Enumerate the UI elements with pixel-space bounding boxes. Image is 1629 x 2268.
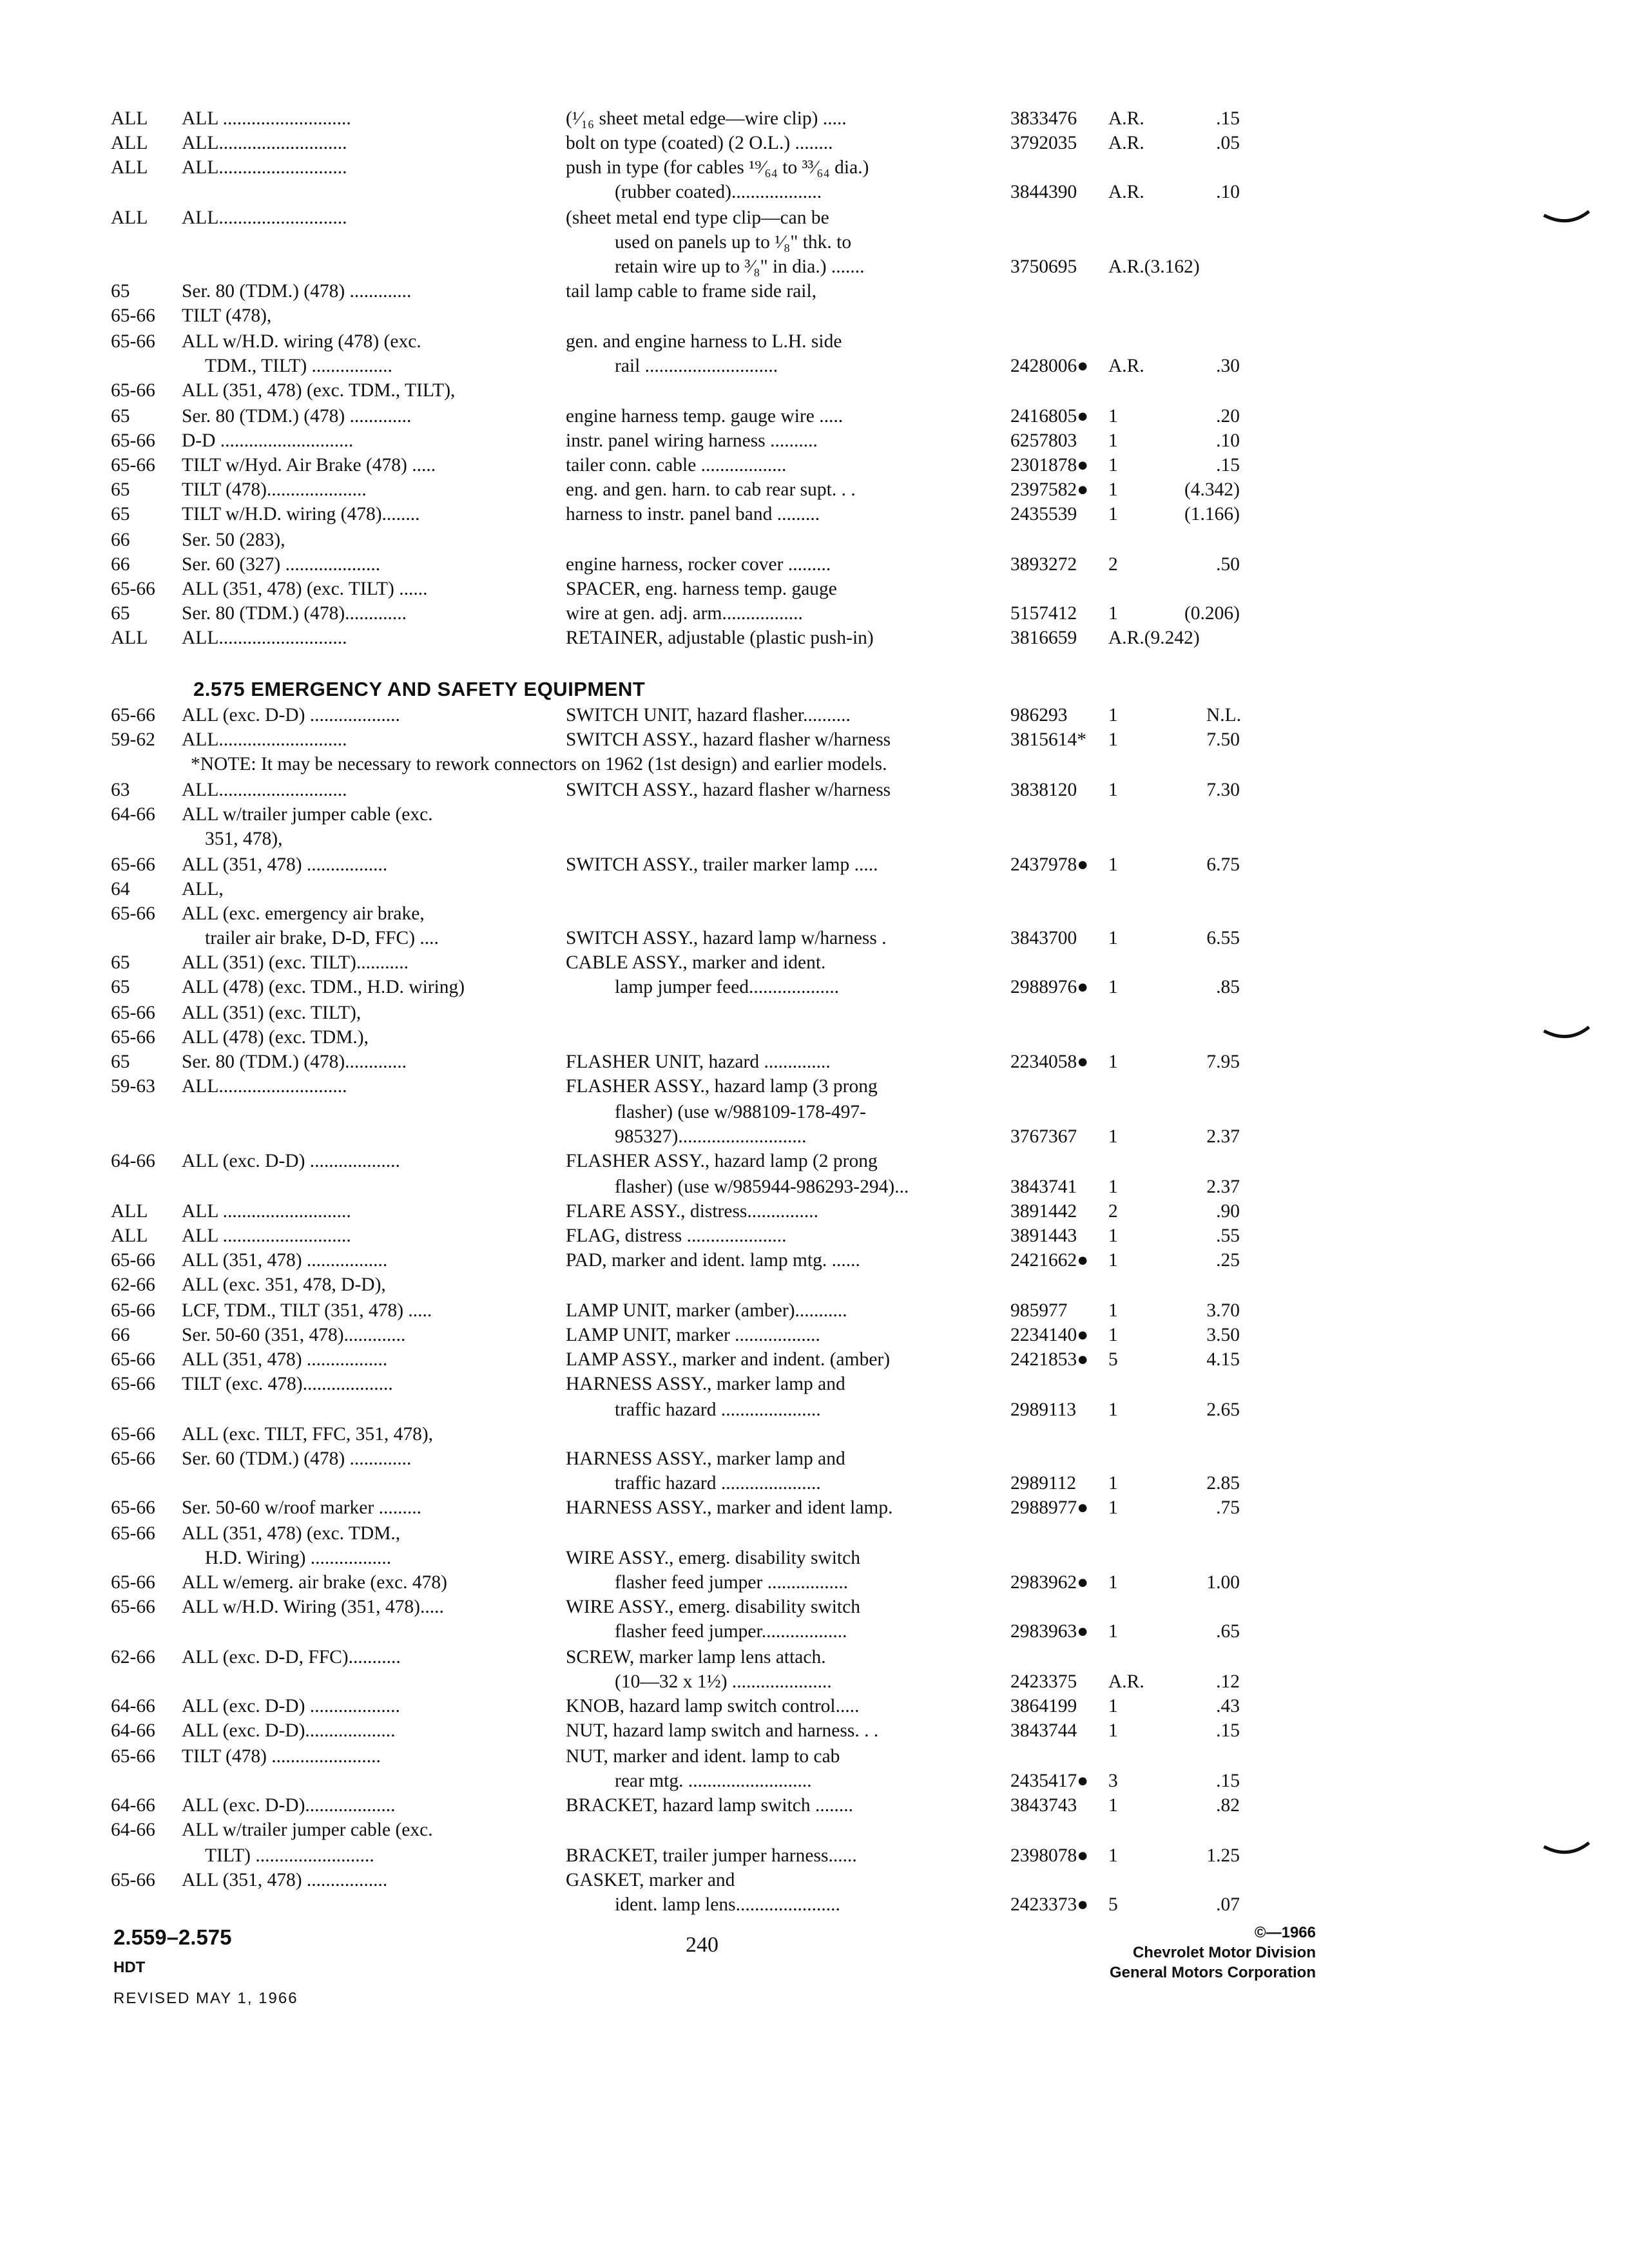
quantity: 1 [1108, 1572, 1118, 1593]
model-years: 66 [111, 554, 130, 575]
model-years: 65 [111, 952, 130, 973]
model-years: 65 [111, 281, 130, 302]
price: .55 [1216, 1225, 1240, 1246]
part-number: 2301878● [1010, 455, 1089, 476]
model-years: 65-66 [111, 305, 155, 326]
model-years: 65 [111, 603, 130, 624]
model-years: 65-66 [111, 1300, 155, 1321]
model-years: 65-66 [111, 380, 155, 401]
part-number: 2988977● [1010, 1497, 1089, 1518]
part-number: 2397582● [1010, 479, 1089, 500]
price: .85 [1216, 977, 1240, 997]
model-years: 65-66 [111, 1374, 155, 1394]
model-application: ALL (exc. D-D)................... [182, 1720, 396, 1741]
model-years: 62-66 [111, 1274, 155, 1295]
model-application: TILT w/Hyd. Air Brake (478) ..... [182, 455, 436, 476]
model-application: ALL ........................... [182, 1201, 351, 1222]
price: 3.70 [1206, 1300, 1240, 1321]
part-description: SWITCH ASSY., trailer marker lamp ..... [566, 854, 878, 875]
model-application: Ser. 80 (TDM.) (478)............. [182, 603, 407, 624]
part-description: traffic hazard ..................... [615, 1399, 821, 1420]
model-years: ALL [111, 628, 148, 648]
price: .12 [1216, 1671, 1240, 1692]
model-years: 65 [111, 479, 130, 500]
model-application: Ser. 50 (283), [182, 530, 285, 550]
part-number: 2437978● [1010, 854, 1089, 875]
model-application: ALL (exc. 351, 478, D-D), [182, 1274, 386, 1295]
part-description: HARNESS ASSY., marker lamp and [566, 1374, 845, 1394]
quantity: 1 [1108, 780, 1118, 800]
part-number: 986293 [1010, 705, 1068, 726]
model-years: 64-66 [111, 1720, 155, 1741]
model-application: ALL........................... [182, 628, 347, 648]
part-description: harness to instr. panel band ......... [566, 504, 820, 524]
part-number: 3864199 [1010, 1696, 1077, 1716]
model-years: 65 [111, 977, 130, 997]
model-years: 63 [111, 780, 130, 800]
model-application: ALL ........................... [182, 1225, 351, 1246]
model-years: 65-66 [111, 705, 155, 726]
quantity: 1 [1108, 1845, 1118, 1866]
part-number: 2234140● [1010, 1325, 1089, 1345]
section-heading: 2.575 EMERGENCY AND SAFETY EQUIPMENT [193, 678, 646, 700]
quantity: 2 [1108, 554, 1118, 575]
model-years: 65-66 [111, 1746, 155, 1767]
part-description: WIRE ASSY., emerg. disability switch [566, 1597, 860, 1617]
model-years: 65-66 [111, 455, 155, 476]
quantity: 5 [1108, 1349, 1118, 1370]
part-description: BRACKET, trailer jumper harness...... [566, 1845, 857, 1866]
model-application: ALL........................... [182, 207, 347, 228]
model-years: 64-66 [111, 1820, 155, 1840]
model-application: ALL (351, 478) (exc. TDM., TILT), [182, 380, 456, 401]
price: .82 [1216, 1795, 1240, 1816]
part-description: flasher) (use w/985944-986293-294)... [615, 1177, 909, 1197]
model-application: Ser. 80 (TDM.) (478) ............. [182, 281, 412, 302]
part-number: 2421853● [1010, 1349, 1089, 1370]
part-description: SWITCH ASSY., hazard lamp w/harness . [566, 928, 887, 948]
price: 6.55 [1206, 928, 1240, 948]
part-number: 2989113 [1010, 1399, 1077, 1420]
part-description: FLARE ASSY., distress............... [566, 1201, 819, 1222]
part-number: 3843743 [1010, 1795, 1077, 1816]
part-number: 2423373● [1010, 1894, 1089, 1915]
model-application: TILT w/H.D. wiring (478)........ [182, 504, 420, 524]
price: 2.65 [1206, 1399, 1240, 1420]
part-description: NUT, hazard lamp switch and harness. . . [566, 1720, 879, 1741]
price: (1.166) [1184, 504, 1240, 524]
model-application: ALL (exc. D-D) ................... [182, 1151, 400, 1171]
part-number: 2428006● [1010, 356, 1089, 376]
part-description: PAD, marker and ident. lamp mtg. ...... [566, 1250, 860, 1271]
model-years: 65-66 [111, 430, 155, 451]
part-description: gen. and engine harness to L.H. side [566, 331, 842, 352]
price: .10 [1216, 182, 1240, 202]
price: 4.15 [1206, 1349, 1240, 1370]
part-description: WIRE ASSY., emerg. disability switch [566, 1548, 860, 1568]
quantity: 1 [1108, 406, 1118, 427]
quantity: 2 [1108, 1201, 1118, 1222]
model-application: ALL (351) (exc. TILT)........... [182, 952, 409, 973]
part-number: 3893272 [1010, 554, 1077, 575]
model-application: H.D. Wiring) ................. [205, 1548, 392, 1568]
part-number: 2989112 [1010, 1473, 1077, 1494]
part-description: used on panels up to ¹⁄₈" thk. to [615, 232, 852, 253]
quantity: 1 [1108, 928, 1118, 948]
model-application: ALL (351, 478) ................. [182, 1250, 388, 1271]
model-years: 65-66 [111, 1597, 155, 1617]
model-years: 59-62 [111, 729, 155, 750]
quantity: 1 [1108, 1300, 1118, 1321]
part-description: wire at gen. adj. arm................. [566, 603, 803, 624]
model-years: 64 [111, 879, 130, 899]
part-description: flasher feed jumper.................. [615, 1621, 847, 1642]
quantity: 1 [1108, 1720, 1118, 1741]
model-application: ALL w/trailer jumper cable (exc. [182, 1820, 433, 1840]
model-years: 59-63 [111, 1076, 155, 1097]
model-application: TDM., TILT) ................. [205, 356, 392, 376]
part-description: HARNESS ASSY., marker and ident lamp. [566, 1497, 893, 1518]
model-application: 351, 478), [205, 829, 283, 849]
model-application: Ser. 80 (TDM.) (478)............. [182, 1052, 407, 1072]
model-years: 65 [111, 504, 130, 524]
model-application: Ser. 50-60 w/roof marker ......... [182, 1497, 421, 1518]
part-number: 2421662● [1010, 1250, 1089, 1271]
quantity: 1 [1108, 1621, 1118, 1642]
price: .50 [1216, 554, 1240, 575]
price: 2.37 [1206, 1177, 1240, 1197]
part-description: FLAG, distress ..................... [566, 1225, 787, 1246]
model-application: ALL w/H.D. Wiring (351, 478)..... [182, 1597, 444, 1617]
part-description: LAMP UNIT, marker .................. [566, 1325, 820, 1345]
price: (4.342) [1184, 479, 1240, 500]
model-application: LCF, TDM., TILT (351, 478) ..... [182, 1300, 432, 1321]
model-application: ALL w/H.D. wiring (478) (exc. [182, 331, 421, 352]
part-number: 3815614* [1010, 729, 1086, 750]
model-years: ALL [111, 108, 148, 129]
model-years: ALL [111, 1225, 148, 1246]
revision-date: REVISED MAY 1, 1966 [113, 1990, 298, 2007]
part-description: LAMP ASSY., marker and indent. (amber) [566, 1349, 891, 1370]
model-years: 66 [111, 1325, 130, 1345]
margin-mark [1543, 1841, 1590, 1858]
model-application: ALL (351, 478) ................. [182, 1349, 388, 1370]
model-application: ALL (351, 478) ................. [182, 854, 388, 875]
price: 3.50 [1206, 1325, 1240, 1345]
model-application: D-D ............................ [182, 430, 354, 451]
publisher-block [1110, 1923, 1316, 1983]
model-years: 64-66 [111, 1696, 155, 1716]
part-number: 3843700 [1010, 928, 1077, 948]
model-application: ALL (351, 478) ................. [182, 1870, 388, 1890]
price: .43 [1216, 1696, 1240, 1716]
part-number: 3833476 [1010, 108, 1077, 129]
model-application: Ser. 60 (327) .................... [182, 554, 381, 575]
model-years: 65-66 [111, 1870, 155, 1890]
part-number: 985977 [1010, 1300, 1068, 1321]
model-application: ALL........................... [182, 780, 347, 800]
model-application: ALL........................... [182, 729, 347, 750]
part-number: 3844390 [1010, 182, 1077, 202]
model-years: 64-66 [111, 1795, 155, 1816]
part-description: flasher feed jumper ................. [615, 1572, 849, 1593]
part-description: engine harness, rocker cover ......... [566, 554, 831, 575]
part-description: 985327)........................... [615, 1126, 807, 1147]
model-years: 65-66 [111, 1497, 155, 1518]
quantity: 1 [1108, 854, 1118, 875]
price: 2.85 [1206, 1473, 1240, 1494]
part-description: rear mtg. .......................... [615, 1771, 812, 1791]
part-number: 2234058● [1010, 1052, 1089, 1072]
margin-mark [1543, 210, 1590, 227]
model-application: Ser. 80 (TDM.) (478) ............. [182, 406, 412, 427]
margin-mark [1543, 1026, 1590, 1043]
model-application: ALL (exc. D-D) ................... [182, 1696, 400, 1716]
catalog-code: HDT [113, 1959, 146, 1976]
model-application: TILT (478), [182, 305, 272, 326]
model-application: ALL (exc. D-D)................... [182, 1795, 396, 1816]
model-application: ALL........................... [182, 1076, 347, 1097]
price: 7.50 [1206, 729, 1240, 750]
model-years: 64-66 [111, 804, 155, 825]
part-number: 2988976● [1010, 977, 1089, 997]
model-application: TILT (exc. 478)................... [182, 1374, 393, 1394]
model-years: 65-66 [111, 1523, 155, 1544]
part-description: KNOB, hazard lamp switch control..... [566, 1696, 860, 1716]
part-number: 2435417● [1010, 1771, 1089, 1791]
model-application: TILT (478)..................... [182, 479, 367, 500]
part-description: rail ............................ [615, 356, 778, 376]
quantity: A.R. [1108, 133, 1144, 153]
copyright: ©—1966 [1254, 1924, 1316, 1941]
model-application: ALL (exc. D-D, FFC)........... [182, 1647, 401, 1667]
part-number: 2423375 [1010, 1671, 1077, 1692]
model-years: 65-66 [111, 1349, 155, 1370]
model-application: ALL ........................... [182, 108, 351, 129]
section-code: 2.559–2.575 [113, 1925, 232, 1949]
quantity: 1 [1108, 1473, 1118, 1494]
part-number: 6257803 [1010, 430, 1077, 451]
price: .25 [1216, 1250, 1240, 1271]
model-application: trailer air brake, D-D, FFC) .... [205, 928, 439, 948]
model-years: 65 [111, 406, 130, 427]
model-application: ALL w/trailer jumper cable (exc. [182, 804, 433, 825]
part-description: ident. lamp lens...................... [615, 1894, 840, 1915]
model-application: ALL (478) (exc. TDM., H.D. wiring) [182, 977, 465, 997]
model-years: 62-66 [111, 1647, 155, 1667]
quantity: 1 [1108, 1795, 1118, 1816]
part-number: 3750695 [1010, 256, 1077, 277]
price: .65 [1216, 1621, 1240, 1642]
price: 7.95 [1206, 1052, 1240, 1072]
quantity: 1 [1108, 1250, 1118, 1271]
part-number: 2416805● [1010, 406, 1089, 427]
model-years: 65-66 [111, 1250, 155, 1271]
part-description: (sheet metal end type clip—can be [566, 207, 829, 228]
quantity: 1 [1108, 430, 1118, 451]
quantity: 1 [1108, 1497, 1118, 1518]
model-application: ALL, [182, 879, 224, 899]
part-description: flasher) (use w/988109-178-497- [615, 1102, 866, 1122]
part-number: 3767367 [1010, 1126, 1077, 1147]
quantity: 1 [1108, 1325, 1118, 1345]
part-description: GASKET, marker and [566, 1870, 735, 1890]
quantity: A.R.(9.242) [1108, 628, 1200, 648]
part-description: traffic hazard ..................... [615, 1473, 821, 1494]
price: .90 [1216, 1201, 1240, 1222]
model-years: 64-66 [111, 1151, 155, 1171]
price: .05 [1216, 133, 1240, 153]
model-application: ALL (exc. D-D) ................... [182, 705, 400, 726]
quantity: 1 [1108, 504, 1118, 524]
price: .15 [1216, 1720, 1240, 1741]
division-name: Chevrolet Motor Division [1132, 1944, 1316, 1961]
model-years: 65-66 [111, 579, 155, 599]
part-description: push in type (for cables ¹⁹⁄₆₄ to ³³⁄₆₄ dia.) [566, 157, 869, 178]
part-description: HARNESS ASSY., marker lamp and [566, 1448, 845, 1469]
quantity: 1 [1108, 1052, 1118, 1072]
part-number: 2983963● [1010, 1621, 1089, 1642]
part-description: SPACER, eng. harness temp. gauge [566, 579, 837, 599]
model-years: 65-66 [111, 854, 155, 875]
model-application: Ser. 50-60 (351, 478)............. [182, 1325, 406, 1345]
model-application: ALL (exc. emergency air brake, [182, 903, 425, 924]
part-description: lamp jumper feed................... [615, 977, 840, 997]
part-description: engine harness temp. gauge wire ..... [566, 406, 843, 427]
quantity: 1 [1108, 1177, 1118, 1197]
part-description: tail lamp cable to frame side rail, [566, 281, 817, 302]
model-application: Ser. 60 (TDM.) (478) ............. [182, 1448, 412, 1469]
part-description: SCREW, marker lamp lens attach. [566, 1647, 826, 1667]
quantity: 5 [1108, 1894, 1118, 1915]
part-number: 5157412 [1010, 603, 1077, 624]
price: .20 [1216, 406, 1240, 427]
part-description: (rubber coated)................... [615, 182, 822, 202]
model-years: 65-66 [111, 1424, 155, 1445]
price: 7.30 [1206, 780, 1240, 800]
quantity: A.R. [1108, 356, 1144, 376]
quantity: 3 [1108, 1771, 1118, 1791]
quantity: 1 [1108, 455, 1118, 476]
quantity: 1 [1108, 1696, 1118, 1716]
price: .15 [1216, 108, 1240, 129]
part-description: eng. and gen. harn. to cab rear supt. . . [566, 479, 856, 500]
part-description: SWITCH UNIT, hazard flasher.......... [566, 705, 851, 726]
part-description: SWITCH ASSY., hazard flasher w/harness [566, 729, 891, 750]
part-number: 2983962● [1010, 1572, 1089, 1593]
model-years: 65-66 [111, 1003, 155, 1023]
model-years: ALL [111, 207, 148, 228]
model-application: ALL........................... [182, 157, 347, 178]
quantity: 1 [1108, 603, 1118, 624]
price: .75 [1216, 1497, 1240, 1518]
model-years: 65 [111, 1052, 130, 1072]
part-description: NUT, marker and ident. lamp to cab [566, 1746, 840, 1767]
model-application: ALL........................... [182, 133, 347, 153]
quantity: 1 [1108, 729, 1118, 750]
part-description: bolt on type (coated) (2 O.L.) ........ [566, 133, 833, 153]
quantity: A.R. [1108, 108, 1144, 129]
part-number: 3843744 [1010, 1720, 1077, 1741]
part-description: retain wire up to ³⁄₈" in dia.) ....... [615, 256, 865, 277]
price: .30 [1216, 356, 1240, 376]
model-application: ALL (351, 478) (exc. TILT) ...... [182, 579, 428, 599]
model-years: 65-66 [111, 1448, 155, 1469]
price: .15 [1216, 455, 1240, 476]
part-description: (¹⁄₁₆ sheet metal edge—wire clip) ..... [566, 108, 847, 129]
model-application: ALL (351) (exc. TILT), [182, 1003, 361, 1023]
part-description: FLASHER ASSY., hazard lamp (3 prong [566, 1076, 878, 1097]
note-text: *NOTE: It may be necessary to rework connectors on 1962 (1st design) and earlier models. [191, 754, 887, 774]
part-number: 3816659 [1010, 628, 1077, 648]
model-years: 65-66 [111, 1572, 155, 1593]
quantity: 1 [1108, 1399, 1118, 1420]
part-description: RETAINER, adjustable (plastic push-in) [566, 628, 874, 648]
part-description: CABLE ASSY., marker and ident. [566, 952, 826, 973]
part-description: FLASHER ASSY., hazard lamp (2 prong [566, 1151, 878, 1171]
part-description: SWITCH ASSY., hazard flasher w/harness [566, 780, 891, 800]
model-application: ALL (478) (exc. TDM.), [182, 1027, 369, 1048]
price: .07 [1216, 1894, 1240, 1915]
price: N.L. [1206, 705, 1242, 726]
price: .15 [1216, 1771, 1240, 1791]
quantity: 1 [1108, 479, 1118, 500]
model-years: ALL [111, 1201, 148, 1222]
part-number: 3843741 [1010, 1177, 1077, 1197]
quantity: 1 [1108, 977, 1118, 997]
quantity: A.R.(3.162) [1108, 256, 1200, 277]
quantity: 1 [1108, 1126, 1118, 1147]
quantity: A.R. [1108, 1671, 1144, 1692]
model-application: ALL (351, 478) (exc. TDM., [182, 1523, 401, 1544]
model-application: TILT) ......................... [205, 1845, 374, 1866]
price: 6.75 [1206, 854, 1240, 875]
part-description: FLASHER UNIT, hazard .............. [566, 1052, 831, 1072]
model-application: ALL w/emerg. air brake (exc. 478) [182, 1572, 448, 1593]
page-number: 240 [686, 1933, 718, 1957]
part-description: instr. panel wiring harness .......... [566, 430, 818, 451]
model-application: ALL (exc. TILT, FFC, 351, 478), [182, 1424, 434, 1445]
part-number: 2398078● [1010, 1845, 1089, 1866]
price: 2.37 [1206, 1126, 1240, 1147]
part-description: BRACKET, hazard lamp switch ........ [566, 1795, 853, 1816]
price: .10 [1216, 430, 1240, 451]
part-description: (10—32 x 1½) ..................... [615, 1671, 832, 1692]
model-years: 65-66 [111, 331, 155, 352]
part-number: 3891442 [1010, 1201, 1077, 1222]
quantity: A.R. [1108, 182, 1144, 202]
model-years: 65-66 [111, 1027, 155, 1048]
model-years: 66 [111, 530, 130, 550]
model-years: 65-66 [111, 903, 155, 924]
quantity: 1 [1108, 705, 1118, 726]
corporation-name: General Motors Corporation [1109, 1964, 1316, 1981]
model-application: TILT (478) ....................... [182, 1746, 381, 1767]
quantity: 1 [1108, 1225, 1118, 1246]
part-number: 3891443 [1010, 1225, 1077, 1246]
part-number: 3792035 [1010, 133, 1077, 153]
part-description: LAMP UNIT, marker (amber)........... [566, 1300, 847, 1321]
part-number: 3838120 [1010, 780, 1077, 800]
price: (0.206) [1184, 603, 1240, 624]
price: 1.25 [1206, 1845, 1240, 1866]
model-years: ALL [111, 157, 148, 178]
price: 1.00 [1206, 1572, 1240, 1593]
model-years: ALL [111, 133, 148, 153]
part-description: tailer conn. cable .................. [566, 455, 787, 476]
part-number: 2435539 [1010, 504, 1077, 524]
